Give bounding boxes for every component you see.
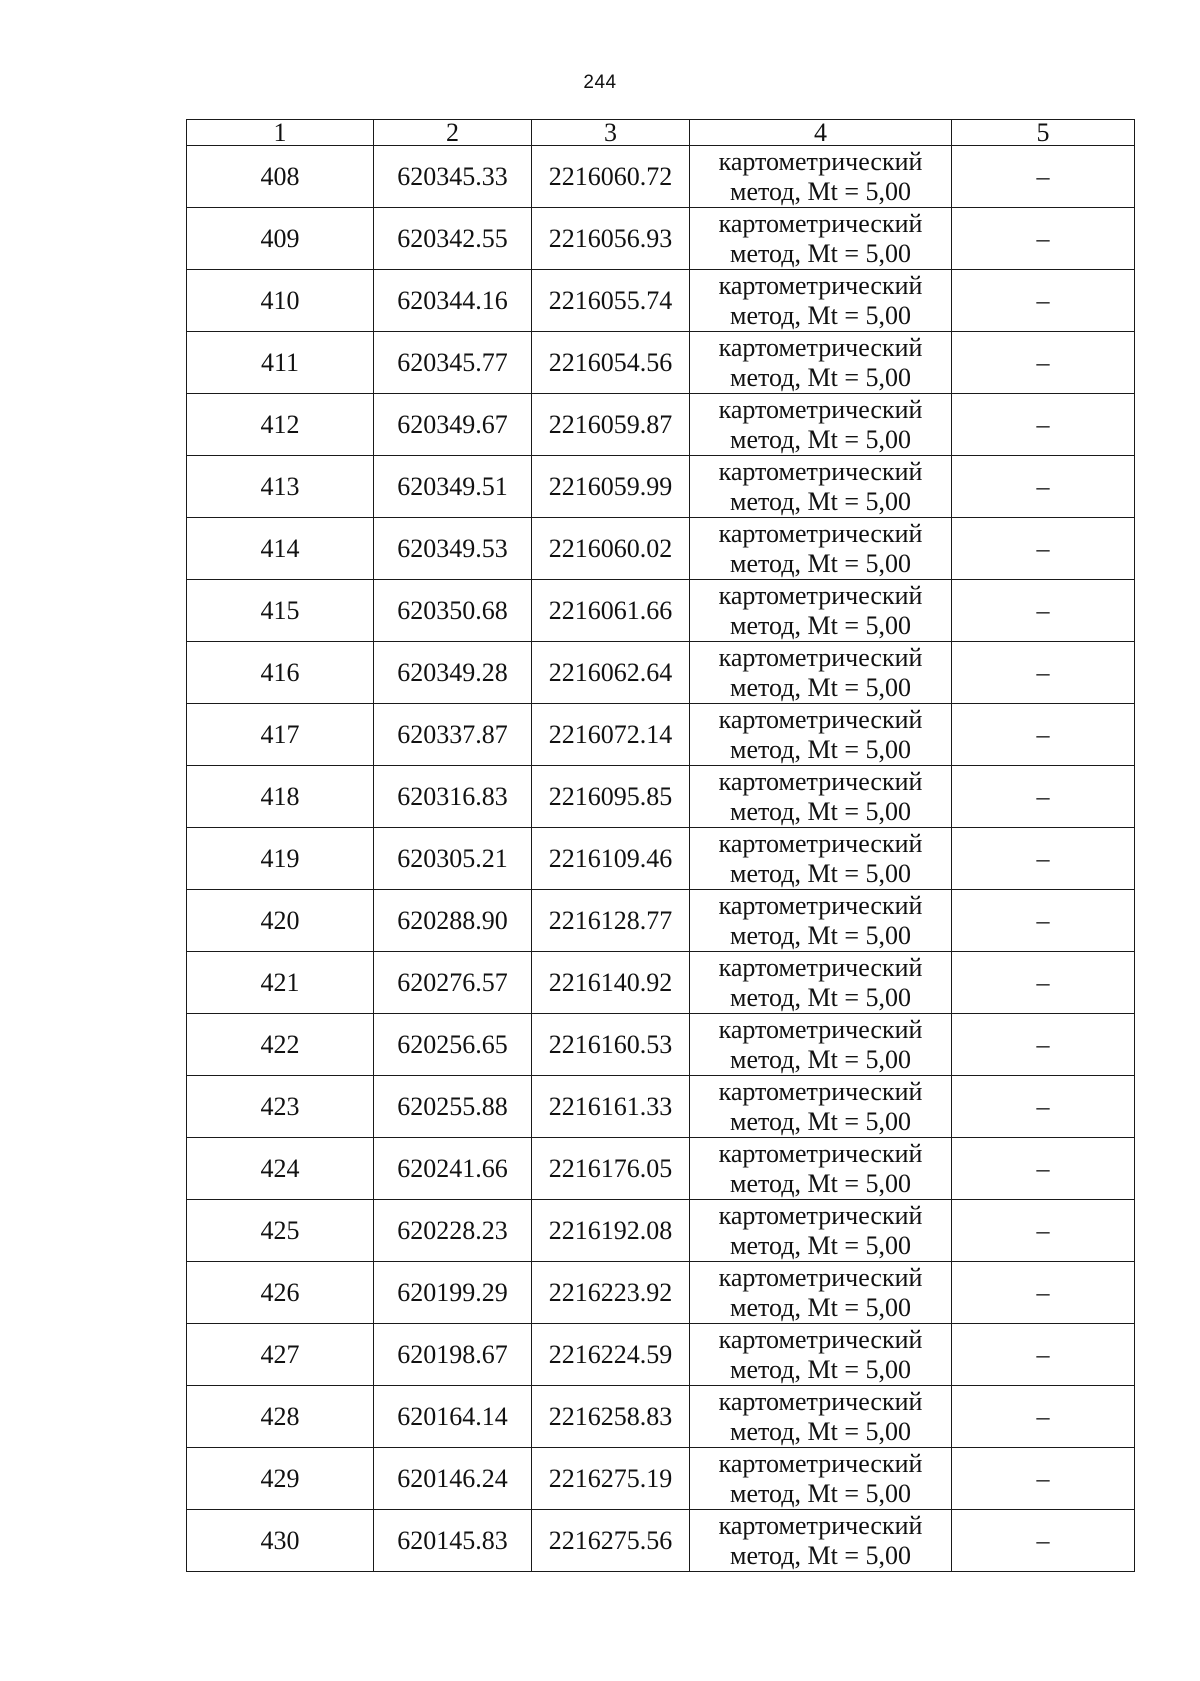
method-cell — [690, 208, 952, 270]
method-accuracy: метод, Mt = 5,00 — [730, 1416, 911, 1446]
y-coordinate-cell: 2216095.85 — [532, 766, 690, 828]
point-number-cell: 422 — [187, 1014, 374, 1076]
note-cell: – — [952, 1324, 1135, 1386]
x-coordinate-cell: 620288.90 — [374, 890, 532, 952]
y-coordinate-cell: 2216059.87 — [532, 394, 690, 456]
method-name: картометрический — [718, 1448, 923, 1478]
method-cell — [690, 890, 952, 952]
y-coordinate-cell: 2216160.53 — [532, 1014, 690, 1076]
method-cell — [690, 518, 952, 580]
note-cell: – — [952, 1200, 1135, 1262]
table-row — [187, 1386, 1135, 1448]
table-row — [187, 766, 1135, 828]
point-number-cell: 420 — [187, 890, 374, 952]
method-cell — [690, 642, 952, 704]
table-row — [187, 146, 1135, 208]
x-coordinate-cell: 620349.53 — [374, 518, 532, 580]
method-name: картометрический — [718, 270, 923, 300]
note-cell: – — [952, 1138, 1135, 1200]
point-number-cell: 419 — [187, 828, 374, 890]
note-cell: – — [952, 1510, 1135, 1572]
method-cell — [690, 1200, 952, 1262]
method-accuracy: метод, Mt = 5,00 — [730, 1044, 911, 1074]
y-coordinate-cell: 2216055.74 — [532, 270, 690, 332]
method-name: картометрический — [718, 1138, 923, 1168]
point-number-cell: 410 — [187, 270, 374, 332]
point-number-cell: 413 — [187, 456, 374, 518]
table-row — [187, 828, 1135, 890]
note-cell: – — [952, 518, 1135, 580]
point-number-cell: 418 — [187, 766, 374, 828]
x-coordinate-cell: 620345.33 — [374, 146, 532, 208]
header-col-4: 4 — [690, 120, 952, 146]
table-row — [187, 270, 1135, 332]
note-cell: – — [952, 394, 1135, 456]
header-col-1: 1 — [187, 120, 374, 146]
method-cell — [690, 828, 952, 890]
note-cell: – — [952, 332, 1135, 394]
point-number-cell: 423 — [187, 1076, 374, 1138]
method-name: картометрический — [718, 642, 923, 672]
header-row — [187, 120, 1135, 146]
x-coordinate-cell: 620345.77 — [374, 332, 532, 394]
method-cell — [690, 456, 952, 518]
x-coordinate-cell: 620349.67 — [374, 394, 532, 456]
method-name: картометрический — [718, 146, 923, 176]
table-row — [187, 208, 1135, 270]
method-cell — [690, 1324, 952, 1386]
note-cell: – — [952, 642, 1135, 704]
table-row — [187, 580, 1135, 642]
method-cell — [690, 1138, 952, 1200]
point-number-cell: 427 — [187, 1324, 374, 1386]
method-cell — [690, 332, 952, 394]
point-number-cell: 411 — [187, 332, 374, 394]
coordinates-table — [186, 119, 1135, 1572]
x-coordinate-cell: 620145.83 — [374, 1510, 532, 1572]
method-accuracy: метод, Mt = 5,00 — [730, 1168, 911, 1198]
table-row — [187, 1324, 1135, 1386]
y-coordinate-cell: 2216061.66 — [532, 580, 690, 642]
x-coordinate-cell: 620164.14 — [374, 1386, 532, 1448]
note-cell: – — [952, 1014, 1135, 1076]
note-cell: – — [952, 952, 1135, 1014]
point-number-cell: 408 — [187, 146, 374, 208]
table-row — [187, 1200, 1135, 1262]
method-name: картометрический — [718, 890, 923, 920]
table-row — [187, 1014, 1135, 1076]
method-cell — [690, 766, 952, 828]
method-accuracy: метод, Mt = 5,00 — [730, 1230, 911, 1260]
method-name: картометрический — [718, 1262, 923, 1292]
method-name: картометрический — [718, 456, 923, 486]
note-cell: – — [952, 208, 1135, 270]
table-row — [187, 1448, 1135, 1510]
method-cell — [690, 580, 952, 642]
method-accuracy: метод, Mt = 5,00 — [730, 858, 911, 888]
note-cell: – — [952, 146, 1135, 208]
method-name: картометрический — [718, 332, 923, 362]
y-coordinate-cell: 2216128.77 — [532, 890, 690, 952]
point-number-cell: 414 — [187, 518, 374, 580]
x-coordinate-cell: 620349.51 — [374, 456, 532, 518]
x-coordinate-cell: 620349.28 — [374, 642, 532, 704]
method-accuracy: метод, Mt = 5,00 — [730, 548, 911, 578]
y-coordinate-cell: 2216161.33 — [532, 1076, 690, 1138]
method-cell — [690, 1448, 952, 1510]
method-accuracy: метод, Mt = 5,00 — [730, 300, 911, 330]
y-coordinate-cell: 2216176.05 — [532, 1138, 690, 1200]
method-accuracy: метод, Mt = 5,00 — [730, 1106, 911, 1136]
method-accuracy: метод, Mt = 5,00 — [730, 610, 911, 640]
method-cell — [690, 1510, 952, 1572]
method-name: картометрический — [718, 952, 923, 982]
method-accuracy: метод, Mt = 5,00 — [730, 176, 911, 206]
note-cell: – — [952, 890, 1135, 952]
x-coordinate-cell: 620342.55 — [374, 208, 532, 270]
point-number-cell: 426 — [187, 1262, 374, 1324]
method-accuracy: метод, Mt = 5,00 — [730, 920, 911, 950]
method-accuracy: метод, Mt = 5,00 — [730, 734, 911, 764]
method-name: картометрический — [718, 580, 923, 610]
x-coordinate-cell: 620344.16 — [374, 270, 532, 332]
method-name: картометрический — [718, 1014, 923, 1044]
y-coordinate-cell: 2216059.99 — [532, 456, 690, 518]
table-body — [187, 146, 1135, 1572]
table-row — [187, 952, 1135, 1014]
method-accuracy: метод, Mt = 5,00 — [730, 1540, 911, 1570]
table-row — [187, 456, 1135, 518]
table-row — [187, 1076, 1135, 1138]
method-cell — [690, 146, 952, 208]
point-number-cell: 415 — [187, 580, 374, 642]
y-coordinate-cell: 2216192.08 — [532, 1200, 690, 1262]
y-coordinate-cell: 2216060.02 — [532, 518, 690, 580]
y-coordinate-cell: 2216109.46 — [532, 828, 690, 890]
method-name: картометрический — [718, 1386, 923, 1416]
method-cell — [690, 952, 952, 1014]
point-number-cell: 428 — [187, 1386, 374, 1448]
method-accuracy: метод, Mt = 5,00 — [730, 486, 911, 516]
method-name: картометрический — [718, 1076, 923, 1106]
method-accuracy: метод, Mt = 5,00 — [730, 424, 911, 454]
note-cell: – — [952, 1262, 1135, 1324]
method-cell — [690, 1262, 952, 1324]
point-number-cell: 417 — [187, 704, 374, 766]
y-coordinate-cell: 2216223.92 — [532, 1262, 690, 1324]
x-coordinate-cell: 620241.66 — [374, 1138, 532, 1200]
x-coordinate-cell: 620350.68 — [374, 580, 532, 642]
x-coordinate-cell: 620228.23 — [374, 1200, 532, 1262]
y-coordinate-cell: 2216056.93 — [532, 208, 690, 270]
point-number-cell: 425 — [187, 1200, 374, 1262]
point-number-cell: 416 — [187, 642, 374, 704]
table-row — [187, 890, 1135, 952]
method-name: картометрический — [718, 766, 923, 796]
point-number-cell: 430 — [187, 1510, 374, 1572]
table-row — [187, 1510, 1135, 1572]
header-col-2: 2 — [374, 120, 532, 146]
x-coordinate-cell: 620305.21 — [374, 828, 532, 890]
y-coordinate-cell: 2216072.14 — [532, 704, 690, 766]
table-row — [187, 518, 1135, 580]
method-name: картометрический — [718, 704, 923, 734]
method-accuracy: метод, Mt = 5,00 — [730, 1478, 911, 1508]
table-row — [187, 704, 1135, 766]
y-coordinate-cell: 2216275.19 — [532, 1448, 690, 1510]
x-coordinate-cell: 620146.24 — [374, 1448, 532, 1510]
method-name: картометрический — [718, 1324, 923, 1354]
method-accuracy: метод, Mt = 5,00 — [730, 1354, 911, 1384]
method-accuracy: метод, Mt = 5,00 — [730, 672, 911, 702]
table-header — [187, 117, 1135, 147]
note-cell: – — [952, 828, 1135, 890]
method-name: картометрический — [718, 1200, 923, 1230]
method-name: картометрический — [718, 828, 923, 858]
note-cell: – — [952, 270, 1135, 332]
point-number-cell: 412 — [187, 394, 374, 456]
method-accuracy: метод, Mt = 5,00 — [730, 796, 911, 826]
y-coordinate-cell: 2216140.92 — [532, 952, 690, 1014]
y-coordinate-cell: 2216054.56 — [532, 332, 690, 394]
x-coordinate-cell: 620199.29 — [374, 1262, 532, 1324]
header-col-3: 3 — [532, 120, 690, 146]
note-cell: – — [952, 1076, 1135, 1138]
x-coordinate-cell: 620198.67 — [374, 1324, 532, 1386]
table-row — [187, 394, 1135, 456]
method-accuracy: метод, Mt = 5,00 — [730, 362, 911, 392]
y-coordinate-cell: 2216224.59 — [532, 1324, 690, 1386]
y-coordinate-cell: 2216060.72 — [532, 146, 690, 208]
note-cell: – — [952, 1386, 1135, 1448]
note-cell: – — [952, 580, 1135, 642]
y-coordinate-cell: 2216258.83 — [532, 1386, 690, 1448]
method-name: картометрический — [718, 208, 923, 238]
point-number-cell: 421 — [187, 952, 374, 1014]
method-name: картометрический — [718, 1510, 923, 1540]
point-number-cell: 409 — [187, 208, 374, 270]
method-cell — [690, 394, 952, 456]
note-cell: – — [952, 766, 1135, 828]
method-accuracy: метод, Mt = 5,00 — [730, 238, 911, 268]
method-accuracy: метод, Mt = 5,00 — [730, 1292, 911, 1322]
note-cell: – — [952, 1448, 1135, 1510]
table-row — [187, 332, 1135, 394]
method-cell — [690, 1386, 952, 1448]
point-number-cell: 424 — [187, 1138, 374, 1200]
method-cell — [690, 270, 952, 332]
point-number-cell: 429 — [187, 1448, 374, 1510]
x-coordinate-cell: 620256.65 — [374, 1014, 532, 1076]
method-name: картометрический — [718, 518, 923, 548]
method-cell — [690, 704, 952, 766]
x-coordinate-cell: 620276.57 — [374, 952, 532, 1014]
note-cell: – — [952, 456, 1135, 518]
table-row — [187, 1262, 1135, 1324]
method-accuracy: метод, Mt = 5,00 — [730, 982, 911, 1012]
method-name: картометрический — [718, 394, 923, 424]
header-col-5: 5 — [952, 120, 1135, 146]
table-row — [187, 642, 1135, 704]
y-coordinate-cell: 2216275.56 — [532, 1510, 690, 1572]
table-row — [187, 1138, 1135, 1200]
note-cell: – — [952, 704, 1135, 766]
y-coordinate-cell: 2216062.64 — [532, 642, 690, 704]
page-number: 244 — [583, 72, 617, 93]
method-cell — [690, 1076, 952, 1138]
x-coordinate-cell: 620337.87 — [374, 704, 532, 766]
x-coordinate-cell: 620255.88 — [374, 1076, 532, 1138]
method-cell — [690, 1014, 952, 1076]
x-coordinate-cell: 620316.83 — [374, 766, 532, 828]
